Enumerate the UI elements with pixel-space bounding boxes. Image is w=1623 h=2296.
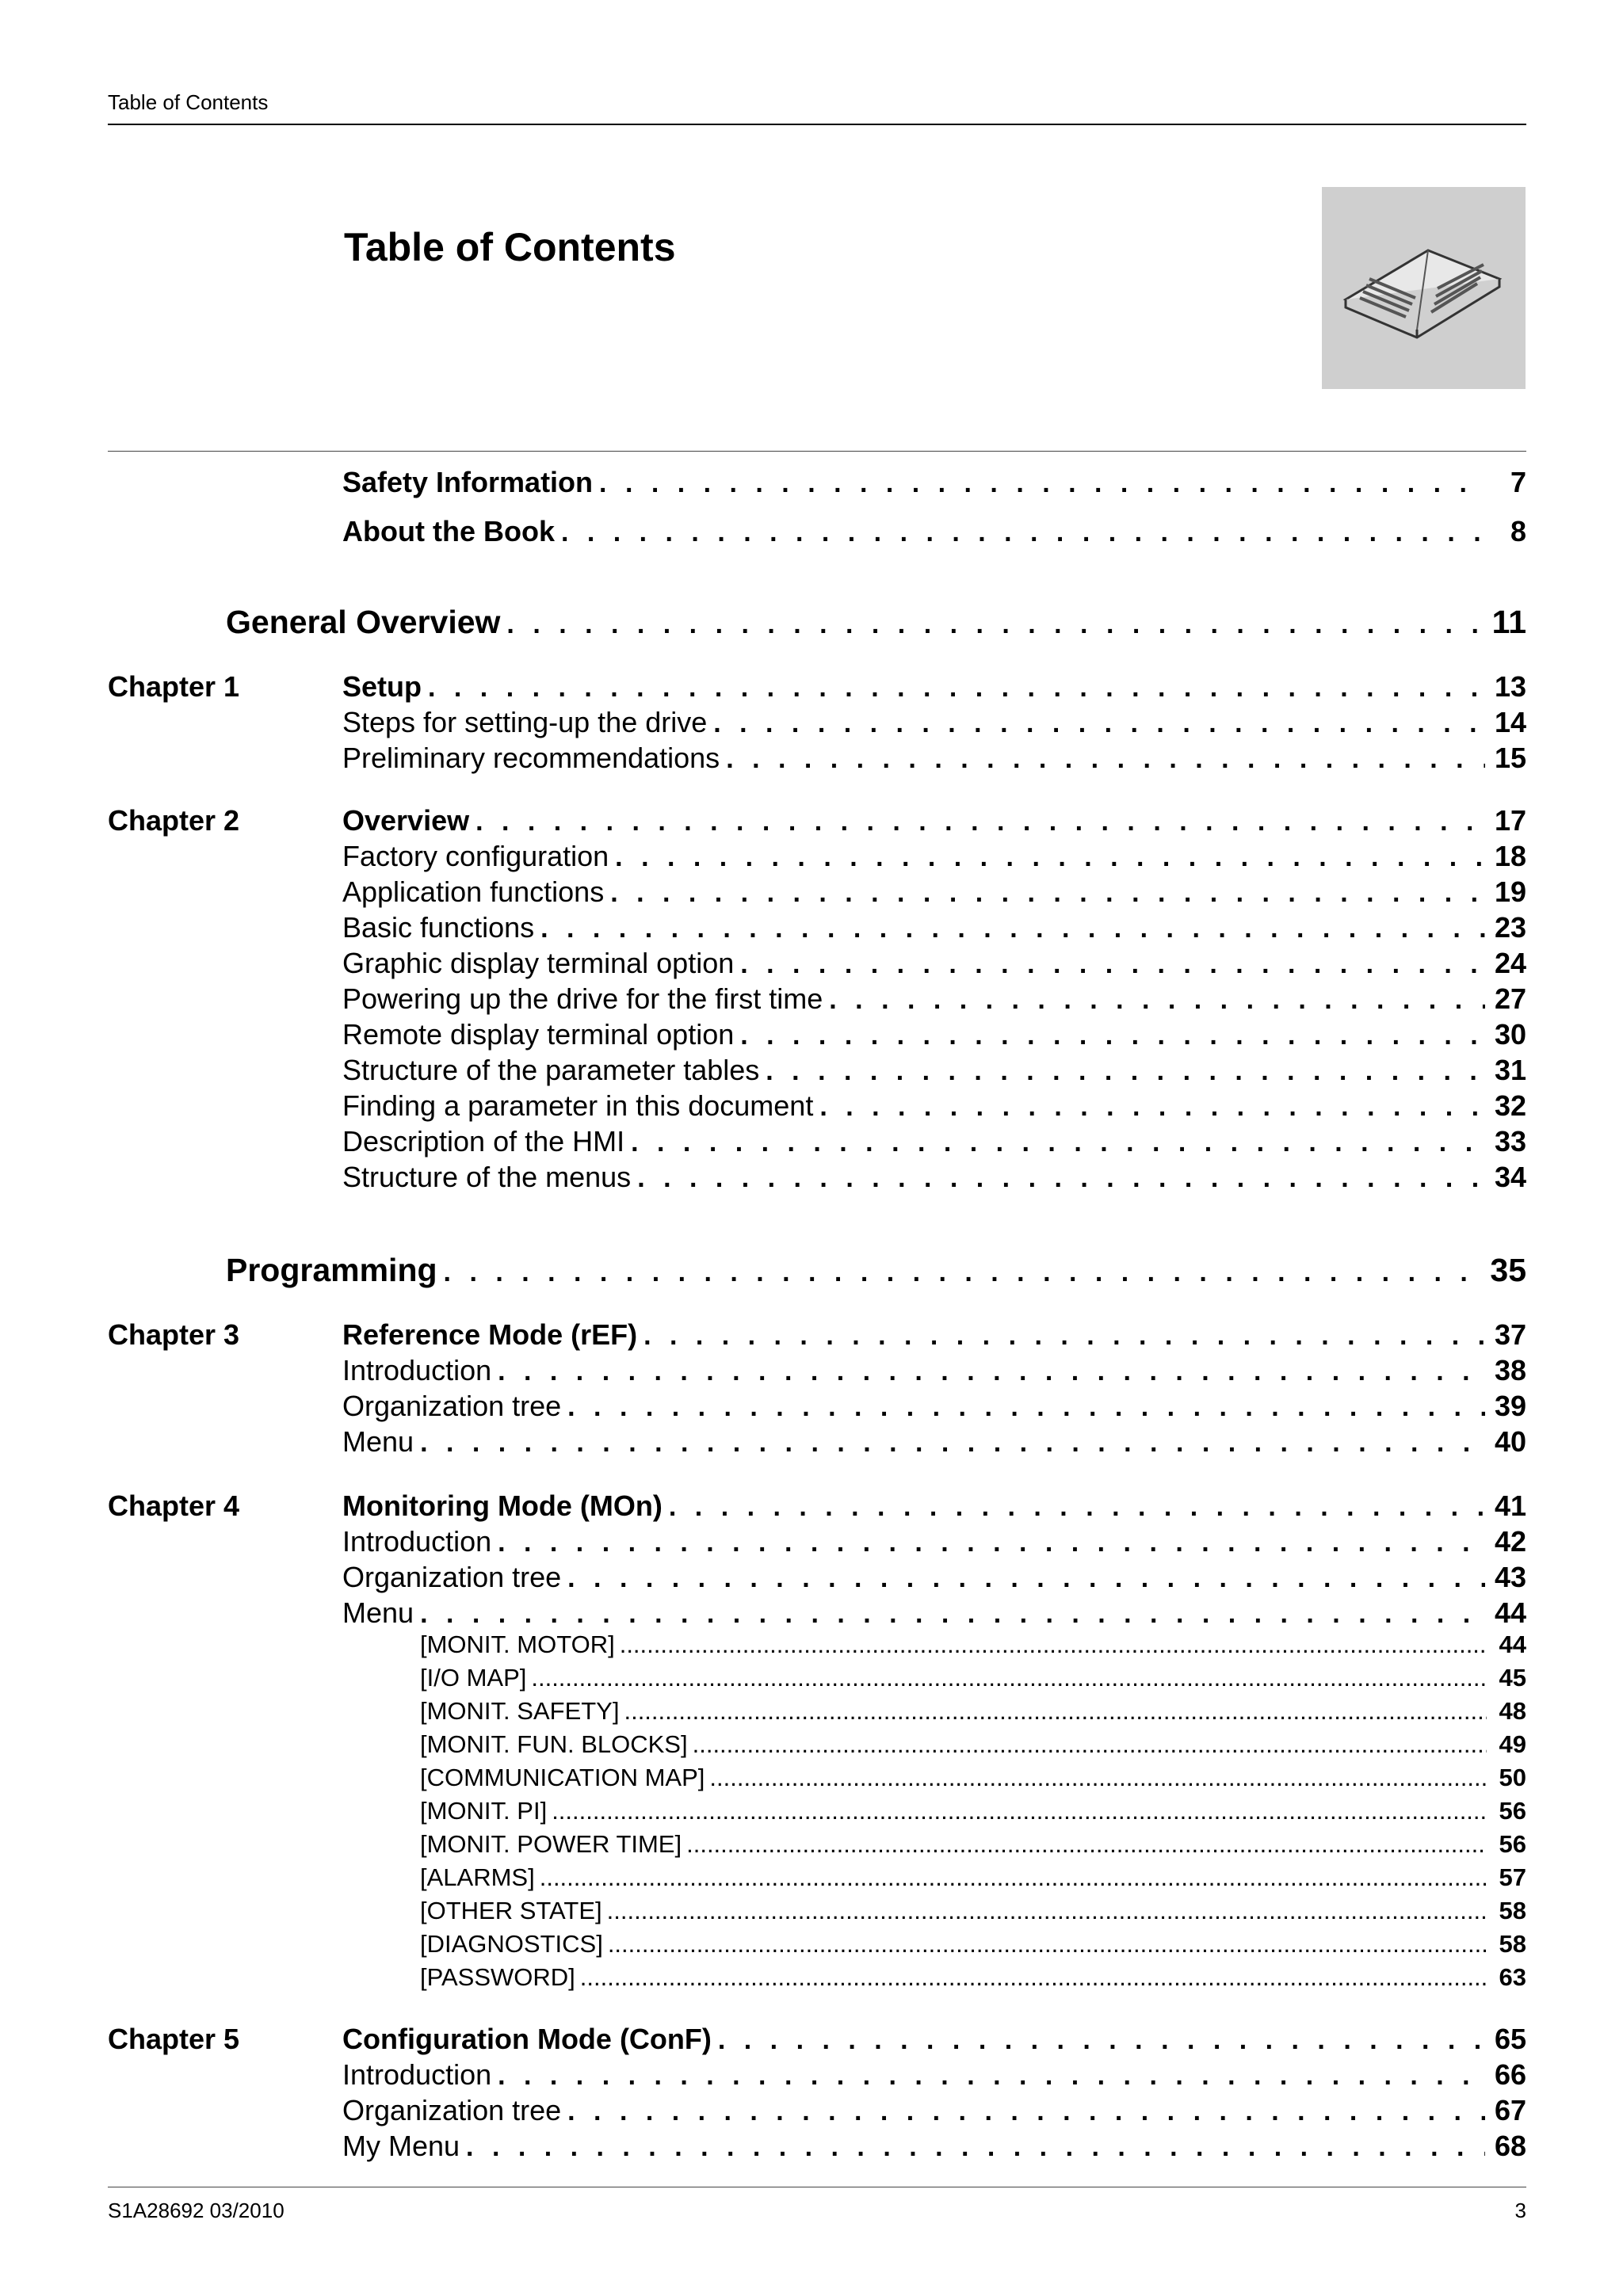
toc-entry[interactable] — [342, 840, 1526, 876]
toc-entry-title: [COMMUNICATION MAP] — [420, 1764, 705, 1791]
toc-entry[interactable] — [342, 911, 1526, 948]
toc-entry-page: 34 — [1494, 1161, 1526, 1193]
toc-entry[interactable] — [420, 1897, 1526, 1933]
toc-entry-title: Structure of the menus — [342, 1161, 632, 1193]
toc-entry[interactable] — [342, 1390, 1526, 1426]
dot-leader — [740, 949, 1485, 980]
toc-entry-title: [ALARMS] — [420, 1863, 535, 1891]
dot-leader — [420, 1599, 1485, 1630]
toc-entry-title: Powering up the drive for the first time — [342, 982, 823, 1015]
toc-entry-page: 40 — [1494, 1425, 1526, 1458]
dot-leader — [531, 1664, 1487, 1692]
dot-leader — [693, 1730, 1487, 1759]
toc-entry-title: Steps for setting-up the drive — [342, 706, 708, 738]
toc-entry-title: Remote display terminal option — [342, 1018, 735, 1051]
toc-entry-page: 43 — [1494, 1561, 1526, 1593]
toc-entry[interactable] — [342, 2094, 1526, 2130]
dot-leader — [567, 1563, 1485, 1594]
chapter-label: Chapter 5 — [108, 2023, 240, 2055]
toc-entry-title: Graphic display terminal option — [342, 947, 735, 979]
toc-entry-page: 33 — [1494, 1125, 1526, 1158]
chapter-label: Chapter 1 — [108, 670, 240, 703]
dot-leader — [709, 1764, 1487, 1792]
dot-leader — [669, 1492, 1485, 1523]
toc-entry-page: 24 — [1494, 947, 1526, 979]
toc-entry[interactable] — [342, 1489, 1526, 1526]
toc-entry-title: Programming — [226, 1252, 437, 1288]
document-reference: S1A28692 03/2010 — [108, 2199, 285, 2222]
dot-leader — [718, 2025, 1485, 2056]
toc-entry-page: 42 — [1494, 1525, 1526, 1558]
toc-entry-page: 68 — [1494, 2130, 1526, 2162]
toc-entry-title: Monitoring Mode (MOn) — [342, 1489, 663, 1522]
toc-entry-page: 65 — [1494, 2023, 1526, 2055]
toc-entry-page: 37 — [1494, 1318, 1526, 1351]
toc-entry-page: 13 — [1494, 670, 1526, 703]
toc-entry-title: Organization tree — [342, 1390, 562, 1422]
toc-entry[interactable] — [342, 947, 1526, 983]
toc-entry-page: 15 — [1494, 742, 1526, 774]
toc-entry[interactable] — [342, 1425, 1526, 1462]
toc-entry-title: [MONIT. SAFETY] — [420, 1697, 620, 1725]
toc-entry-title: Application functions — [342, 875, 605, 908]
toc-entry-page: 41 — [1494, 1489, 1526, 1522]
dot-leader — [713, 708, 1485, 739]
toc-entry-page: 56 — [1499, 1797, 1526, 1825]
toc-entry[interactable] — [420, 1830, 1526, 1867]
toc-entry-title: Organization tree — [342, 2094, 562, 2126]
toc-entry[interactable] — [342, 1596, 1526, 1633]
toc-entry-page: 11 — [1491, 604, 1526, 640]
chapter-label: Chapter 2 — [108, 804, 240, 837]
toc-entry-page: 58 — [1499, 1930, 1526, 1958]
toc-entry-page: 39 — [1494, 1390, 1526, 1422]
toc-entry-title: [OTHER STATE] — [420, 1897, 602, 1924]
dot-leader — [506, 609, 1485, 640]
title-rule — [108, 451, 1526, 452]
toc-entry[interactable] — [342, 1089, 1526, 1126]
toc-entry[interactable] — [420, 1930, 1526, 1966]
toc-entry[interactable] — [420, 1764, 1526, 1800]
toc-entry-page: 57 — [1499, 1863, 1526, 1891]
dot-leader — [829, 985, 1485, 1016]
toc-entry-title: [MONIT. POWER TIME] — [420, 1830, 682, 1858]
open-book-icon — [1322, 187, 1526, 389]
dot-leader — [498, 2061, 1485, 2092]
toc-entry[interactable] — [420, 1863, 1526, 1900]
toc-entry-page: 49 — [1499, 1730, 1526, 1758]
toc-entry[interactable] — [342, 466, 1526, 502]
dot-leader — [475, 807, 1485, 837]
dot-leader — [686, 1830, 1487, 1859]
toc-entry-title: Introduction — [342, 2058, 492, 2091]
toc-entry[interactable] — [342, 1318, 1526, 1355]
toc-entry[interactable] — [342, 2023, 1526, 2059]
toc-entry-title: Safety Information — [342, 466, 594, 498]
toc-entry-page: 27 — [1494, 982, 1526, 1015]
toc-entry[interactable] — [342, 1125, 1526, 1161]
toc-entry-title: Menu — [342, 1596, 414, 1629]
toc-entry[interactable] — [420, 1963, 1526, 2000]
toc-entry[interactable] — [342, 1561, 1526, 1597]
toc-entry-title: About the Book — [342, 515, 555, 547]
toc-entry-title: Setup — [342, 670, 422, 703]
dot-leader — [580, 1963, 1487, 1992]
toc-entry-title: [MONIT. PI] — [420, 1797, 548, 1825]
dot-leader — [819, 1092, 1485, 1123]
toc-entry-page: 45 — [1499, 1664, 1526, 1691]
toc-entry-title: Basic functions — [342, 911, 535, 944]
toc-entry[interactable] — [342, 1525, 1526, 1562]
toc-entry[interactable] — [420, 1664, 1526, 1700]
toc-entry-title: [I/O MAP] — [420, 1664, 527, 1691]
toc-entry-page: 67 — [1494, 2094, 1526, 2126]
dot-leader — [561, 517, 1485, 548]
dot-leader — [428, 673, 1485, 704]
toc-entry-page: 44 — [1499, 1630, 1526, 1658]
toc-entry-title: Configuration Mode (ConF) — [342, 2023, 712, 2055]
toc-entry[interactable] — [342, 1018, 1526, 1055]
toc-entry-page: 44 — [1494, 1596, 1526, 1629]
toc-entry-page: 35 — [1490, 1252, 1526, 1288]
toc-entry-title: Finding a parameter in this document — [342, 1089, 814, 1122]
dot-leader — [552, 1797, 1487, 1825]
toc-entry-page: 66 — [1494, 2058, 1526, 2091]
toc-entry-page: 48 — [1499, 1697, 1526, 1725]
dot-leader — [540, 1863, 1487, 1892]
chapter-label: Chapter 4 — [108, 1489, 240, 1522]
dot-leader — [420, 1428, 1485, 1459]
toc-entry-title: My Menu — [342, 2130, 460, 2162]
toc-entry-page: 58 — [1499, 1897, 1526, 1924]
toc-entry-title: Description of the HMI — [342, 1125, 625, 1158]
toc-entry-title: [PASSWORD] — [420, 1963, 575, 1991]
toc-entry-title: Introduction — [342, 1525, 492, 1558]
toc-entry-page: 63 — [1499, 1963, 1526, 1991]
toc-entry[interactable] — [342, 982, 1526, 1019]
dot-leader — [567, 1392, 1485, 1423]
dot-leader — [631, 1127, 1485, 1158]
toc-entry[interactable] — [420, 1797, 1526, 1833]
toc-entry[interactable] — [342, 1054, 1526, 1090]
toc-entry[interactable] — [342, 2130, 1526, 2166]
chapter-label: Chapter 3 — [108, 1318, 240, 1351]
dot-leader — [610, 878, 1485, 909]
toc-entry-page: 38 — [1494, 1354, 1526, 1386]
dot-leader — [599, 468, 1485, 499]
toc-entry[interactable] — [342, 742, 1526, 778]
toc-entry-page: 14 — [1494, 706, 1526, 738]
toc-entry[interactable] — [342, 706, 1526, 742]
running-header: Table of Contents — [108, 90, 269, 114]
dot-leader — [498, 1527, 1485, 1558]
toc-entry[interactable] — [342, 670, 1526, 707]
toc-entry-title: General Overview — [226, 604, 501, 640]
page-title: Table of Contents — [344, 225, 676, 269]
toc-entry-page: 56 — [1499, 1830, 1526, 1858]
dot-leader — [740, 1020, 1485, 1051]
toc-entry-title: Overview — [342, 804, 470, 837]
dot-leader — [615, 842, 1485, 873]
header-rule — [108, 124, 1526, 125]
toc-entry-title: Introduction — [342, 1354, 492, 1386]
toc-entry-title: [MONIT. FUN. BLOCKS] — [420, 1730, 688, 1758]
toc-entry[interactable] — [342, 2058, 1526, 2095]
toc-entry[interactable] — [226, 604, 1526, 640]
toc-entry-title: Reference Mode (rEF) — [342, 1318, 638, 1351]
toc-entry[interactable] — [420, 1730, 1526, 1767]
dot-leader — [607, 1897, 1487, 1925]
toc-entry[interactable] — [420, 1630, 1526, 1667]
toc-entry-title: Preliminary recommendations — [342, 742, 720, 774]
dot-leader — [567, 2096, 1485, 2127]
toc-entry-page: 50 — [1499, 1764, 1526, 1791]
toc-entry-title: Structure of the parameter tables — [342, 1054, 760, 1086]
toc-entry-page: 31 — [1494, 1054, 1526, 1086]
toc-entry[interactable] — [342, 515, 1526, 551]
toc-entry[interactable] — [226, 1252, 1526, 1288]
toc-entry-title: Organization tree — [342, 1561, 562, 1593]
toc-entry[interactable] — [342, 1354, 1526, 1390]
dot-leader — [444, 1257, 1484, 1288]
toc-entry[interactable] — [342, 875, 1526, 912]
dot-leader — [540, 913, 1485, 944]
dot-leader — [608, 1930, 1487, 1958]
dot-leader — [624, 1697, 1487, 1726]
dot-leader — [620, 1630, 1487, 1659]
toc-entry-title: Menu — [342, 1425, 414, 1458]
toc-entry-page: 30 — [1494, 1018, 1526, 1051]
toc-entry[interactable] — [342, 1161, 1526, 1197]
dot-leader — [637, 1163, 1485, 1194]
toc-entry-title: Factory configuration — [342, 840, 609, 872]
toc-entry-page: 19 — [1494, 875, 1526, 908]
toc-entry-page: 8 — [1510, 515, 1526, 547]
dot-leader — [766, 1056, 1485, 1087]
toc-entry-page: 17 — [1494, 804, 1526, 837]
toc-entry[interactable] — [342, 804, 1526, 841]
dot-leader — [643, 1321, 1485, 1352]
dot-leader — [726, 744, 1485, 775]
dot-leader — [466, 2132, 1485, 2163]
dot-leader — [498, 1356, 1485, 1387]
toc-entry[interactable] — [420, 1697, 1526, 1733]
page-number: 3 — [1514, 2199, 1526, 2222]
toc-entry-title: [MONIT. MOTOR] — [420, 1630, 615, 1658]
toc-entry-page: 23 — [1494, 911, 1526, 944]
toc-entry-page: 18 — [1494, 840, 1526, 872]
toc-entry-page: 7 — [1510, 466, 1526, 498]
toc-entry-title: [DIAGNOSTICS] — [420, 1930, 603, 1958]
toc-entry-page: 32 — [1494, 1089, 1526, 1122]
